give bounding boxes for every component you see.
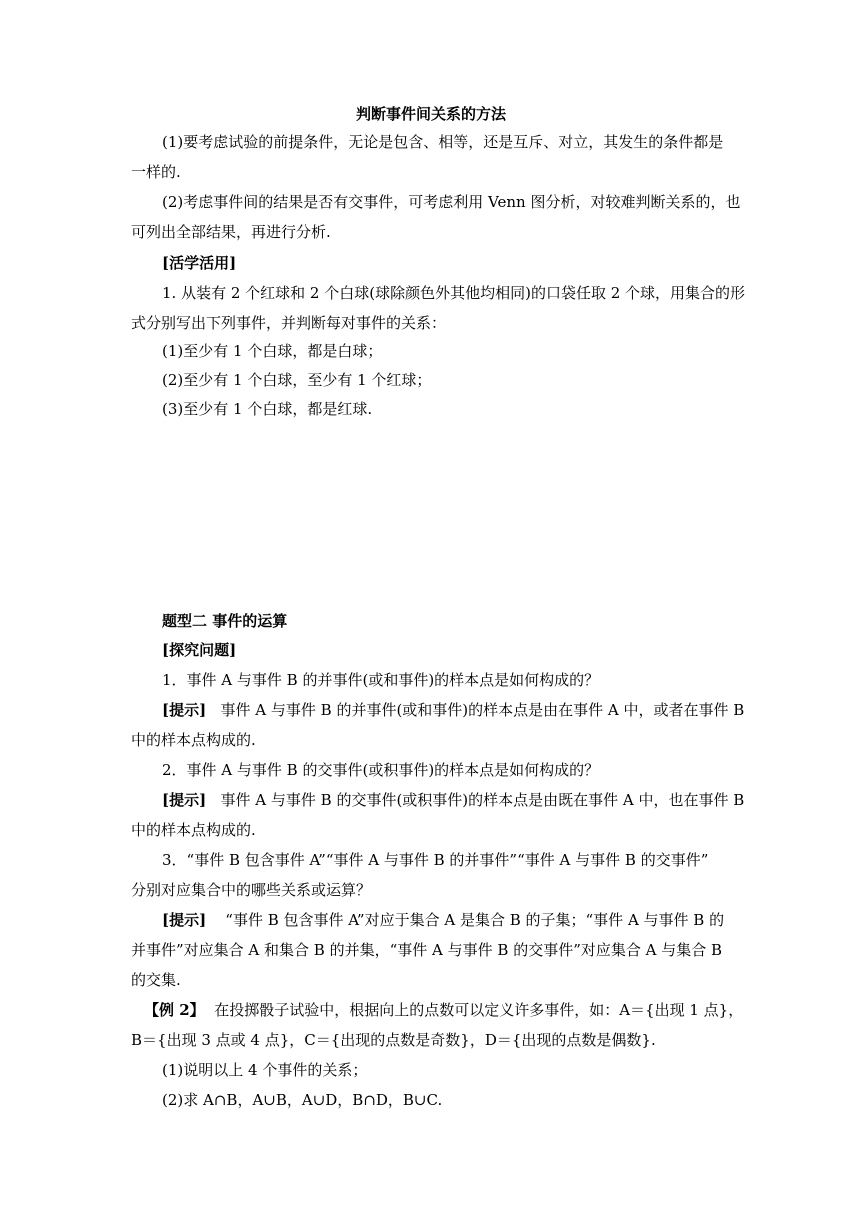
sub-question-1: (1)至少有 1 个白球，都是白球； [162, 342, 383, 360]
hint-label: [提示] [162, 791, 207, 809]
hint-3-line-3: 的交集. [131, 971, 181, 989]
hint-2-text: 事件 A 与事件 B 的交事件(或积事件)的样本点是由既在事件 A 中，也在事件 B [220, 791, 745, 809]
hint-2 [162, 789, 745, 811]
hint-label: [提示] [162, 701, 207, 719]
hint-1-text: 事件 A 与事件 B 的并事件(或和事件)的样本点是由在事件 A 中，或者在事件 B [220, 701, 745, 719]
paragraph-1-line-1: (1)要考虑试验的前提条件，无论是包含、相等，还是互斥、对立，其发生的条件都是 [162, 133, 724, 151]
practice-heading: [活学活用] [162, 254, 237, 272]
paragraph-1-line-2: 一样的. [131, 163, 181, 181]
hint-1-line-2: 中的样本点构成的. [131, 731, 256, 749]
explore-question-2: 2．事件 A 与事件 B 的交事件(或积事件)的样本点是如何构成的？ [162, 761, 600, 779]
example-sub-question-1: (1)说明以上 4 个事件的关系； [162, 1061, 368, 1079]
sub-question-2: (2)至少有 1 个白球，至少有 1 个红球； [162, 371, 432, 389]
example-2 [144, 999, 744, 1021]
example-text-line-2: B＝{出现 3 点或 4 点}，C＝{出现的点数是奇数}，D＝{出现的点数是偶数}. [131, 1031, 656, 1049]
example-text-line-1: 在投掷骰子试验中，根据向上的点数可以定义许多事件，如：A＝{出现 1 点}， [214, 1001, 744, 1019]
question-line-2: 式分别写出下列事件，并判断每对事件的关系： [131, 314, 447, 332]
explore-question-3-line-2: 分别对应集合中的哪些关系或运算？ [131, 881, 372, 899]
paragraph-2-line-2: 可列出全部结果，再进行分析. [131, 223, 331, 241]
hint-label: [提示] [162, 911, 207, 929]
explore-heading: [探究问题] [162, 641, 237, 659]
question-line-1: 1. 从装有 2 个红球和 2 个白球(球除颜色外其他均相同)的口袋任取 2 个球，用集合的形 [162, 284, 746, 302]
sub-question-3: (3)至少有 1 个白球，都是红球. [162, 400, 373, 418]
hint-3-text: “事件 B 包含事件 A”对应于集合 A 是集合 B 的子集；“事件 A 与事件 B 的 [225, 911, 725, 929]
explore-question-1: 1．事件 A 与事件 B 的并事件(或和事件)的样本点是如何构成的？ [162, 671, 600, 689]
section-2-heading: 题型二 事件的运算 [162, 612, 288, 630]
hint-3 [162, 909, 731, 931]
example-sub-question-2: (2)求 A∩B，A∪B，A∪D，B∩D，B∪C. [162, 1091, 443, 1109]
hint-1 [162, 699, 745, 721]
paragraph-2-line-1: (2)考虑事件间的结果是否有交事件，可考虑利用 Venn 图分析，对较难判断关系的，也 [162, 193, 741, 211]
hint-2-line-2: 中的样本点构成的. [131, 821, 256, 839]
section-title: 判断事件间关系的方法 [355, 105, 506, 123]
explore-question-3-line-1: 3．“事件 B 包含事件 A”“事件 A 与事件 B 的并事件”“事件 A 与事件 B 的交事件” [162, 851, 709, 869]
example-label: 【例 2】 [144, 1001, 205, 1019]
hint-3-line-2: 并事件”对应集合 A 和集合 B 的并集，“事件 A 与事件 B 的交事件”对应集合 A 与集合 B [131, 941, 723, 959]
